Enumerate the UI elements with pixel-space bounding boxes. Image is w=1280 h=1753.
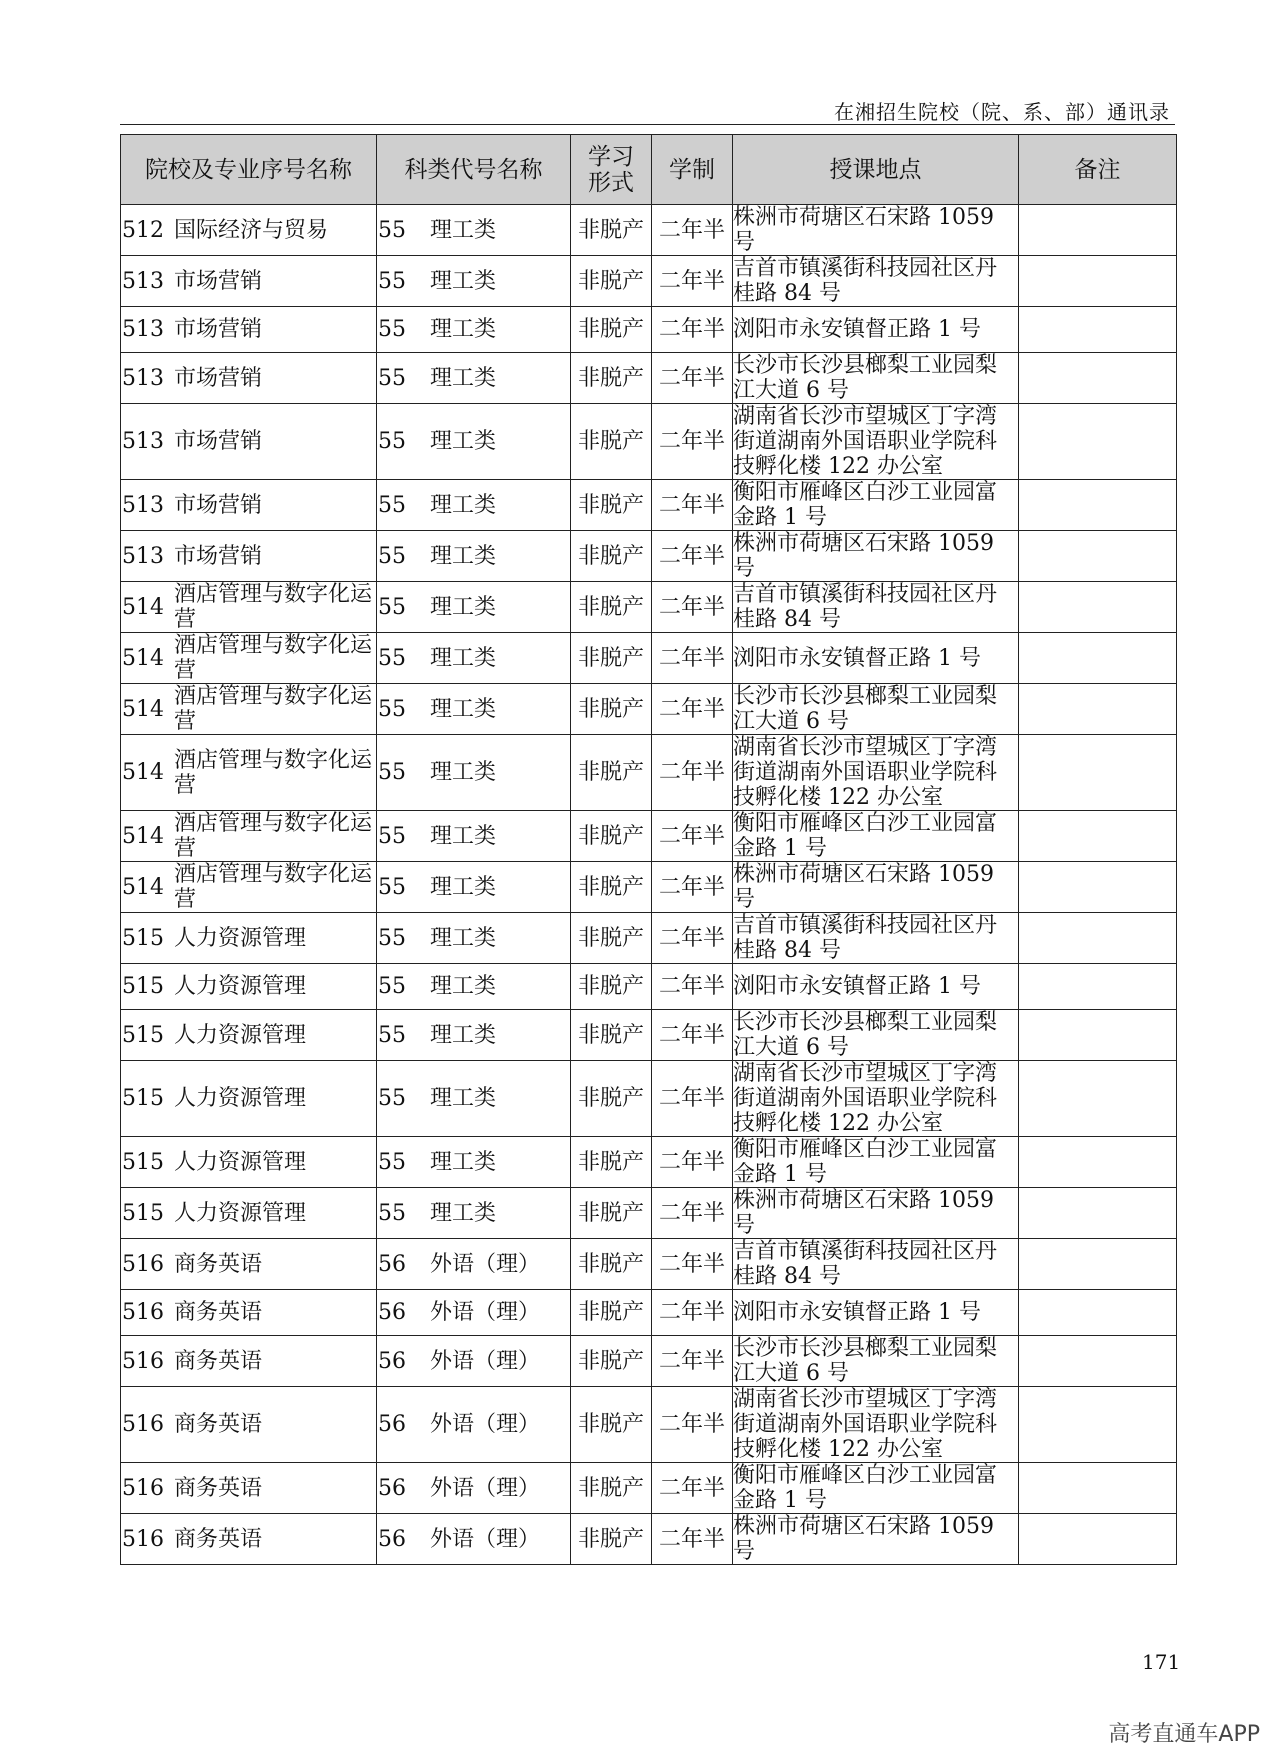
table-row <box>121 404 1177 480</box>
location-cell: 长沙市长沙县榔梨工业园梨江大道 6 号 <box>733 1010 1019 1061</box>
subject-cell <box>377 862 571 913</box>
location-cell: 长沙市长沙县榔梨工业园梨江大道 6 号 <box>733 1336 1019 1387</box>
subject-name: 理工类 <box>430 874 497 900</box>
table-row <box>121 307 1177 353</box>
subject-code: 55 <box>378 874 406 900</box>
major-cell <box>121 480 377 531</box>
study-mode-cell: 非脱产 <box>571 1290 652 1336</box>
major-code: 516 <box>122 1412 164 1437</box>
subject-cell <box>377 404 571 480</box>
study-mode-cell: 非脱产 <box>571 1010 652 1061</box>
duration-cell: 二年半 <box>652 353 733 404</box>
major-cell <box>121 307 377 353</box>
subject-code: 55 <box>378 594 406 620</box>
subject-name: 理工类 <box>430 268 497 294</box>
subject-code: 56 <box>378 1348 406 1374</box>
subject-cell <box>377 1188 571 1239</box>
subject-cell <box>377 205 571 256</box>
major-cell <box>121 404 377 480</box>
column-header: 备注 <box>1019 135 1177 205</box>
note-cell <box>1019 913 1177 964</box>
location-cell: 株洲市荷塘区石宋路 1059 号 <box>733 205 1019 256</box>
major-cell <box>121 531 377 582</box>
subject-name: 理工类 <box>430 429 497 454</box>
table-row <box>121 1290 1177 1336</box>
subject-code: 56 <box>378 1475 406 1501</box>
study-mode-cell: 非脱产 <box>571 353 652 404</box>
location-cell: 吉首市镇溪街科技园社区丹桂路 84 号 <box>733 256 1019 307</box>
major-name: 市场营销 <box>174 317 263 342</box>
major-code: 516 <box>122 1300 164 1325</box>
table-row <box>121 633 1177 684</box>
major-cell <box>121 913 377 964</box>
location-cell: 吉首市镇溪街科技园社区丹桂路 84 号 <box>733 1239 1019 1290</box>
table-row <box>121 1188 1177 1239</box>
subject-code: 56 <box>378 1300 406 1325</box>
duration-cell: 二年半 <box>652 1010 733 1061</box>
major-name: 市场营销 <box>174 429 263 454</box>
location-cell: 湖南省长沙市望城区丁字湾街道湖南外国语职业学院科技孵化楼 122 办公室 <box>733 404 1019 480</box>
subject-code: 55 <box>378 429 406 454</box>
subject-cell <box>377 1514 571 1565</box>
location-cell: 衡阳市雁峰区白沙工业园富金路 1 号 <box>733 480 1019 531</box>
study-mode-cell: 非脱产 <box>571 582 652 633</box>
table-row <box>121 205 1177 256</box>
table-row <box>121 1514 1177 1565</box>
duration-cell: 二年半 <box>652 633 733 684</box>
subject-name: 理工类 <box>430 317 497 342</box>
major-code: 513 <box>122 429 164 454</box>
major-name: 酒店管理与数字化运营 <box>174 633 373 683</box>
duration-cell: 二年半 <box>652 1061 733 1137</box>
major-cell <box>121 256 377 307</box>
note-cell <box>1019 1514 1177 1565</box>
note-cell <box>1019 353 1177 404</box>
major-name: 国际经济与贸易 <box>174 217 329 243</box>
major-code: 514 <box>122 645 164 671</box>
page-number: 171 <box>1142 1650 1181 1674</box>
duration-cell: 二年半 <box>652 1290 733 1336</box>
note-cell <box>1019 633 1177 684</box>
note-cell <box>1019 735 1177 811</box>
table-row <box>121 1336 1177 1387</box>
subject-code: 55 <box>378 1086 406 1111</box>
table-row <box>121 1387 1177 1463</box>
location-cell: 湖南省长沙市望城区丁字湾街道湖南外国语职业学院科技孵化楼 122 办公室 <box>733 735 1019 811</box>
subject-code: 55 <box>378 925 406 951</box>
major-code: 513 <box>122 543 164 569</box>
major-code: 516 <box>122 1251 164 1277</box>
location-cell: 湖南省长沙市望城区丁字湾街道湖南外国语职业学院科技孵化楼 122 办公室 <box>733 1061 1019 1137</box>
note-cell <box>1019 1290 1177 1336</box>
major-code: 513 <box>122 365 164 391</box>
note-cell <box>1019 1137 1177 1188</box>
major-code: 515 <box>122 1022 164 1048</box>
study-mode-cell: 非脱产 <box>571 862 652 913</box>
major-cell <box>121 1463 377 1514</box>
subject-code: 55 <box>378 543 406 569</box>
study-mode-cell: 非脱产 <box>571 1387 652 1463</box>
major-cell <box>121 964 377 1010</box>
subject-cell <box>377 480 571 531</box>
watermark: 高考直通车APP <box>1108 1722 1260 1747</box>
subject-name: 理工类 <box>430 1149 497 1175</box>
major-cell <box>121 1387 377 1463</box>
study-mode-cell: 非脱产 <box>571 256 652 307</box>
major-cell <box>121 353 377 404</box>
major-name: 市场营销 <box>174 365 263 391</box>
major-name: 人力资源管理 <box>174 925 307 951</box>
duration-cell: 二年半 <box>652 1336 733 1387</box>
header-rule <box>120 124 1175 125</box>
note-cell <box>1019 205 1177 256</box>
subject-name: 理工类 <box>430 365 497 391</box>
location-cell: 长沙市长沙县榔梨工业园梨江大道 6 号 <box>733 684 1019 735</box>
major-name: 酒店管理与数字化运营 <box>174 862 373 912</box>
subject-name: 外语（理） <box>430 1348 541 1374</box>
note-cell <box>1019 1010 1177 1061</box>
note-cell <box>1019 1336 1177 1387</box>
column-header: 院校及专业序号名称 <box>121 135 377 205</box>
subject-cell <box>377 811 571 862</box>
major-name: 商务英语 <box>174 1251 263 1277</box>
location-cell: 衡阳市雁峰区白沙工业园富金路 1 号 <box>733 1137 1019 1188</box>
note-cell <box>1019 307 1177 353</box>
subject-code: 55 <box>378 645 406 671</box>
major-name: 酒店管理与数字化运营 <box>174 811 373 861</box>
study-mode-cell: 非脱产 <box>571 684 652 735</box>
major-code: 515 <box>122 925 164 951</box>
table-row <box>121 862 1177 913</box>
note-cell <box>1019 862 1177 913</box>
subject-code: 55 <box>378 823 406 849</box>
column-header: 科类代号名称 <box>377 135 571 205</box>
subject-code: 55 <box>378 317 406 342</box>
major-code: 515 <box>122 1086 164 1111</box>
subject-cell <box>377 353 571 404</box>
major-cell <box>121 1137 377 1188</box>
subject-name: 理工类 <box>430 594 497 620</box>
page-header-title: 在湘招生院校（院、系、部）通讯录 <box>834 100 1170 124</box>
subject-name: 理工类 <box>430 1022 497 1048</box>
subject-name: 理工类 <box>430 492 497 518</box>
subject-code: 55 <box>378 696 406 722</box>
major-name: 商务英语 <box>174 1348 263 1374</box>
column-header: 学习 形式 <box>571 135 652 205</box>
table-row <box>121 531 1177 582</box>
major-code: 514 <box>122 874 164 900</box>
admissions-table <box>120 134 1177 1565</box>
table-row <box>121 582 1177 633</box>
subject-name: 外语（理） <box>430 1475 541 1501</box>
major-name: 酒店管理与数字化运营 <box>174 684 373 734</box>
study-mode-cell: 非脱产 <box>571 1463 652 1514</box>
study-mode-cell: 非脱产 <box>571 205 652 256</box>
note-cell <box>1019 480 1177 531</box>
study-mode-cell: 非脱产 <box>571 1188 652 1239</box>
note-cell <box>1019 1188 1177 1239</box>
major-cell <box>121 862 377 913</box>
note-cell <box>1019 1463 1177 1514</box>
subject-name: 理工类 <box>430 760 497 785</box>
subject-cell <box>377 256 571 307</box>
major-code: 513 <box>122 492 164 518</box>
major-code: 515 <box>122 1200 164 1226</box>
location-cell: 浏阳市永安镇督正路 1 号 <box>733 964 1019 1010</box>
subject-name: 外语（理） <box>430 1251 541 1277</box>
major-cell <box>121 735 377 811</box>
study-mode-cell: 非脱产 <box>571 811 652 862</box>
study-mode-cell: 非脱产 <box>571 735 652 811</box>
subject-name: 理工类 <box>430 823 497 849</box>
duration-cell: 二年半 <box>652 1137 733 1188</box>
subject-name: 理工类 <box>430 543 497 569</box>
subject-name: 理工类 <box>430 645 497 671</box>
subject-code: 55 <box>378 217 406 243</box>
table-row <box>121 1239 1177 1290</box>
subject-cell <box>377 1387 571 1463</box>
column-header: 学制 <box>652 135 733 205</box>
major-name: 酒店管理与数字化运营 <box>174 582 373 632</box>
location-cell: 湖南省长沙市望城区丁字湾街道湖南外国语职业学院科技孵化楼 122 办公室 <box>733 1387 1019 1463</box>
location-cell: 株洲市荷塘区石宋路 1059 号 <box>733 1188 1019 1239</box>
subject-name: 外语（理） <box>430 1300 541 1325</box>
major-cell <box>121 1290 377 1336</box>
major-name: 人力资源管理 <box>174 1149 307 1175</box>
major-cell <box>121 1239 377 1290</box>
location-cell: 长沙市长沙县榔梨工业园梨江大道 6 号 <box>733 353 1019 404</box>
subject-code: 55 <box>378 492 406 518</box>
location-cell: 衡阳市雁峰区白沙工业园富金路 1 号 <box>733 1463 1019 1514</box>
duration-cell: 二年半 <box>652 1514 733 1565</box>
major-code: 512 <box>122 217 164 243</box>
table-row <box>121 1010 1177 1061</box>
subject-cell <box>377 964 571 1010</box>
subject-name: 理工类 <box>430 1086 497 1111</box>
location-cell: 浏阳市永安镇督正路 1 号 <box>733 307 1019 353</box>
note-cell <box>1019 811 1177 862</box>
table-row <box>121 913 1177 964</box>
major-cell <box>121 582 377 633</box>
study-mode-cell: 非脱产 <box>571 480 652 531</box>
subject-code: 55 <box>378 1200 406 1226</box>
subject-cell <box>377 1463 571 1514</box>
note-cell <box>1019 1239 1177 1290</box>
table-row <box>121 353 1177 404</box>
subject-code: 55 <box>378 268 406 294</box>
note-cell <box>1019 582 1177 633</box>
major-name: 市场营销 <box>174 268 263 294</box>
major-name: 市场营销 <box>174 543 263 569</box>
table-row <box>121 684 1177 735</box>
study-mode-cell: 非脱产 <box>571 1137 652 1188</box>
major-name: 商务英语 <box>174 1412 263 1437</box>
table-row <box>121 1463 1177 1514</box>
duration-cell: 二年半 <box>652 1463 733 1514</box>
duration-cell: 二年半 <box>652 735 733 811</box>
table-row <box>121 480 1177 531</box>
subject-cell <box>377 531 571 582</box>
major-cell <box>121 684 377 735</box>
subject-code: 55 <box>378 760 406 785</box>
duration-cell: 二年半 <box>652 811 733 862</box>
major-name: 人力资源管理 <box>174 974 307 999</box>
duration-cell: 二年半 <box>652 256 733 307</box>
subject-cell <box>377 307 571 353</box>
major-name: 商务英语 <box>174 1475 263 1501</box>
duration-cell: 二年半 <box>652 684 733 735</box>
table-row <box>121 1061 1177 1137</box>
major-code: 514 <box>122 823 164 849</box>
major-code: 516 <box>122 1348 164 1374</box>
subject-cell <box>377 633 571 684</box>
note-cell <box>1019 964 1177 1010</box>
major-code: 515 <box>122 974 164 999</box>
study-mode-cell: 非脱产 <box>571 531 652 582</box>
major-name: 商务英语 <box>174 1526 263 1552</box>
study-mode-cell: 非脱产 <box>571 1336 652 1387</box>
subject-cell <box>377 582 571 633</box>
major-name: 商务英语 <box>174 1300 263 1325</box>
location-cell: 株洲市荷塘区石宋路 1059 号 <box>733 1514 1019 1565</box>
location-cell: 浏阳市永安镇督正路 1 号 <box>733 1290 1019 1336</box>
location-cell: 衡阳市雁峰区白沙工业园富金路 1 号 <box>733 811 1019 862</box>
column-header: 授课地点 <box>733 135 1019 205</box>
table-row <box>121 735 1177 811</box>
table-row <box>121 256 1177 307</box>
major-cell <box>121 633 377 684</box>
duration-cell: 二年半 <box>652 531 733 582</box>
subject-cell <box>377 1061 571 1137</box>
table-row <box>121 811 1177 862</box>
subject-code: 55 <box>378 1022 406 1048</box>
note-cell <box>1019 531 1177 582</box>
subject-cell <box>377 684 571 735</box>
major-code: 516 <box>122 1475 164 1501</box>
major-cell <box>121 1336 377 1387</box>
duration-cell: 二年半 <box>652 964 733 1010</box>
subject-code: 55 <box>378 1149 406 1175</box>
study-mode-cell: 非脱产 <box>571 307 652 353</box>
subject-code: 56 <box>378 1251 406 1277</box>
note-cell <box>1019 1387 1177 1463</box>
note-cell <box>1019 256 1177 307</box>
duration-cell: 二年半 <box>652 480 733 531</box>
location-cell: 吉首市镇溪街科技园社区丹桂路 84 号 <box>733 582 1019 633</box>
study-mode-cell: 非脱产 <box>571 1061 652 1137</box>
location-cell: 株洲市荷塘区石宋路 1059 号 <box>733 531 1019 582</box>
note-cell <box>1019 684 1177 735</box>
table-row <box>121 1137 1177 1188</box>
table-header-row <box>121 135 1177 205</box>
subject-cell <box>377 1336 571 1387</box>
study-mode-cell: 非脱产 <box>571 404 652 480</box>
major-code: 514 <box>122 594 164 620</box>
subject-cell <box>377 1239 571 1290</box>
subject-name: 理工类 <box>430 925 497 951</box>
study-mode-cell: 非脱产 <box>571 964 652 1010</box>
location-cell: 株洲市荷塘区石宋路 1059 号 <box>733 862 1019 913</box>
table-row <box>121 964 1177 1010</box>
duration-cell: 二年半 <box>652 1239 733 1290</box>
location-cell: 浏阳市永安镇督正路 1 号 <box>733 633 1019 684</box>
major-name: 人力资源管理 <box>174 1022 307 1048</box>
subject-name: 理工类 <box>430 1200 497 1226</box>
major-code: 516 <box>122 1526 164 1552</box>
note-cell <box>1019 1061 1177 1137</box>
major-code: 515 <box>122 1149 164 1175</box>
location-cell: 吉首市镇溪街科技园社区丹桂路 84 号 <box>733 913 1019 964</box>
major-code: 514 <box>122 696 164 722</box>
subject-name: 理工类 <box>430 217 497 243</box>
duration-cell: 二年半 <box>652 1188 733 1239</box>
major-code: 513 <box>122 268 164 294</box>
subject-name: 外语（理） <box>430 1412 541 1437</box>
subject-cell <box>377 1290 571 1336</box>
subject-code: 56 <box>378 1412 406 1437</box>
major-name: 人力资源管理 <box>174 1200 307 1226</box>
subject-cell <box>377 1137 571 1188</box>
major-name: 酒店管理与数字化运营 <box>174 747 373 798</box>
subject-cell <box>377 913 571 964</box>
duration-cell: 二年半 <box>652 205 733 256</box>
duration-cell: 二年半 <box>652 913 733 964</box>
study-mode-cell: 非脱产 <box>571 1514 652 1565</box>
major-cell <box>121 811 377 862</box>
major-cell <box>121 1514 377 1565</box>
major-cell <box>121 1188 377 1239</box>
subject-code: 55 <box>378 974 406 999</box>
subject-cell <box>377 1010 571 1061</box>
duration-cell: 二年半 <box>652 582 733 633</box>
major-name: 市场营销 <box>174 492 263 518</box>
major-cell <box>121 205 377 256</box>
major-cell <box>121 1061 377 1137</box>
major-code: 514 <box>122 760 164 785</box>
subject-name: 外语（理） <box>430 1526 541 1552</box>
duration-cell: 二年半 <box>652 307 733 353</box>
subject-cell <box>377 735 571 811</box>
study-mode-cell: 非脱产 <box>571 633 652 684</box>
duration-cell: 二年半 <box>652 1387 733 1463</box>
note-cell <box>1019 404 1177 480</box>
study-mode-cell: 非脱产 <box>571 913 652 964</box>
subject-name: 理工类 <box>430 974 497 999</box>
table-body <box>121 205 1177 1565</box>
major-code: 513 <box>122 317 164 342</box>
subject-name: 理工类 <box>430 696 497 722</box>
duration-cell: 二年半 <box>652 404 733 480</box>
subject-code: 56 <box>378 1526 406 1552</box>
duration-cell: 二年半 <box>652 862 733 913</box>
subject-code: 55 <box>378 365 406 391</box>
study-mode-cell: 非脱产 <box>571 1239 652 1290</box>
major-cell <box>121 1010 377 1061</box>
major-name: 人力资源管理 <box>174 1086 307 1111</box>
